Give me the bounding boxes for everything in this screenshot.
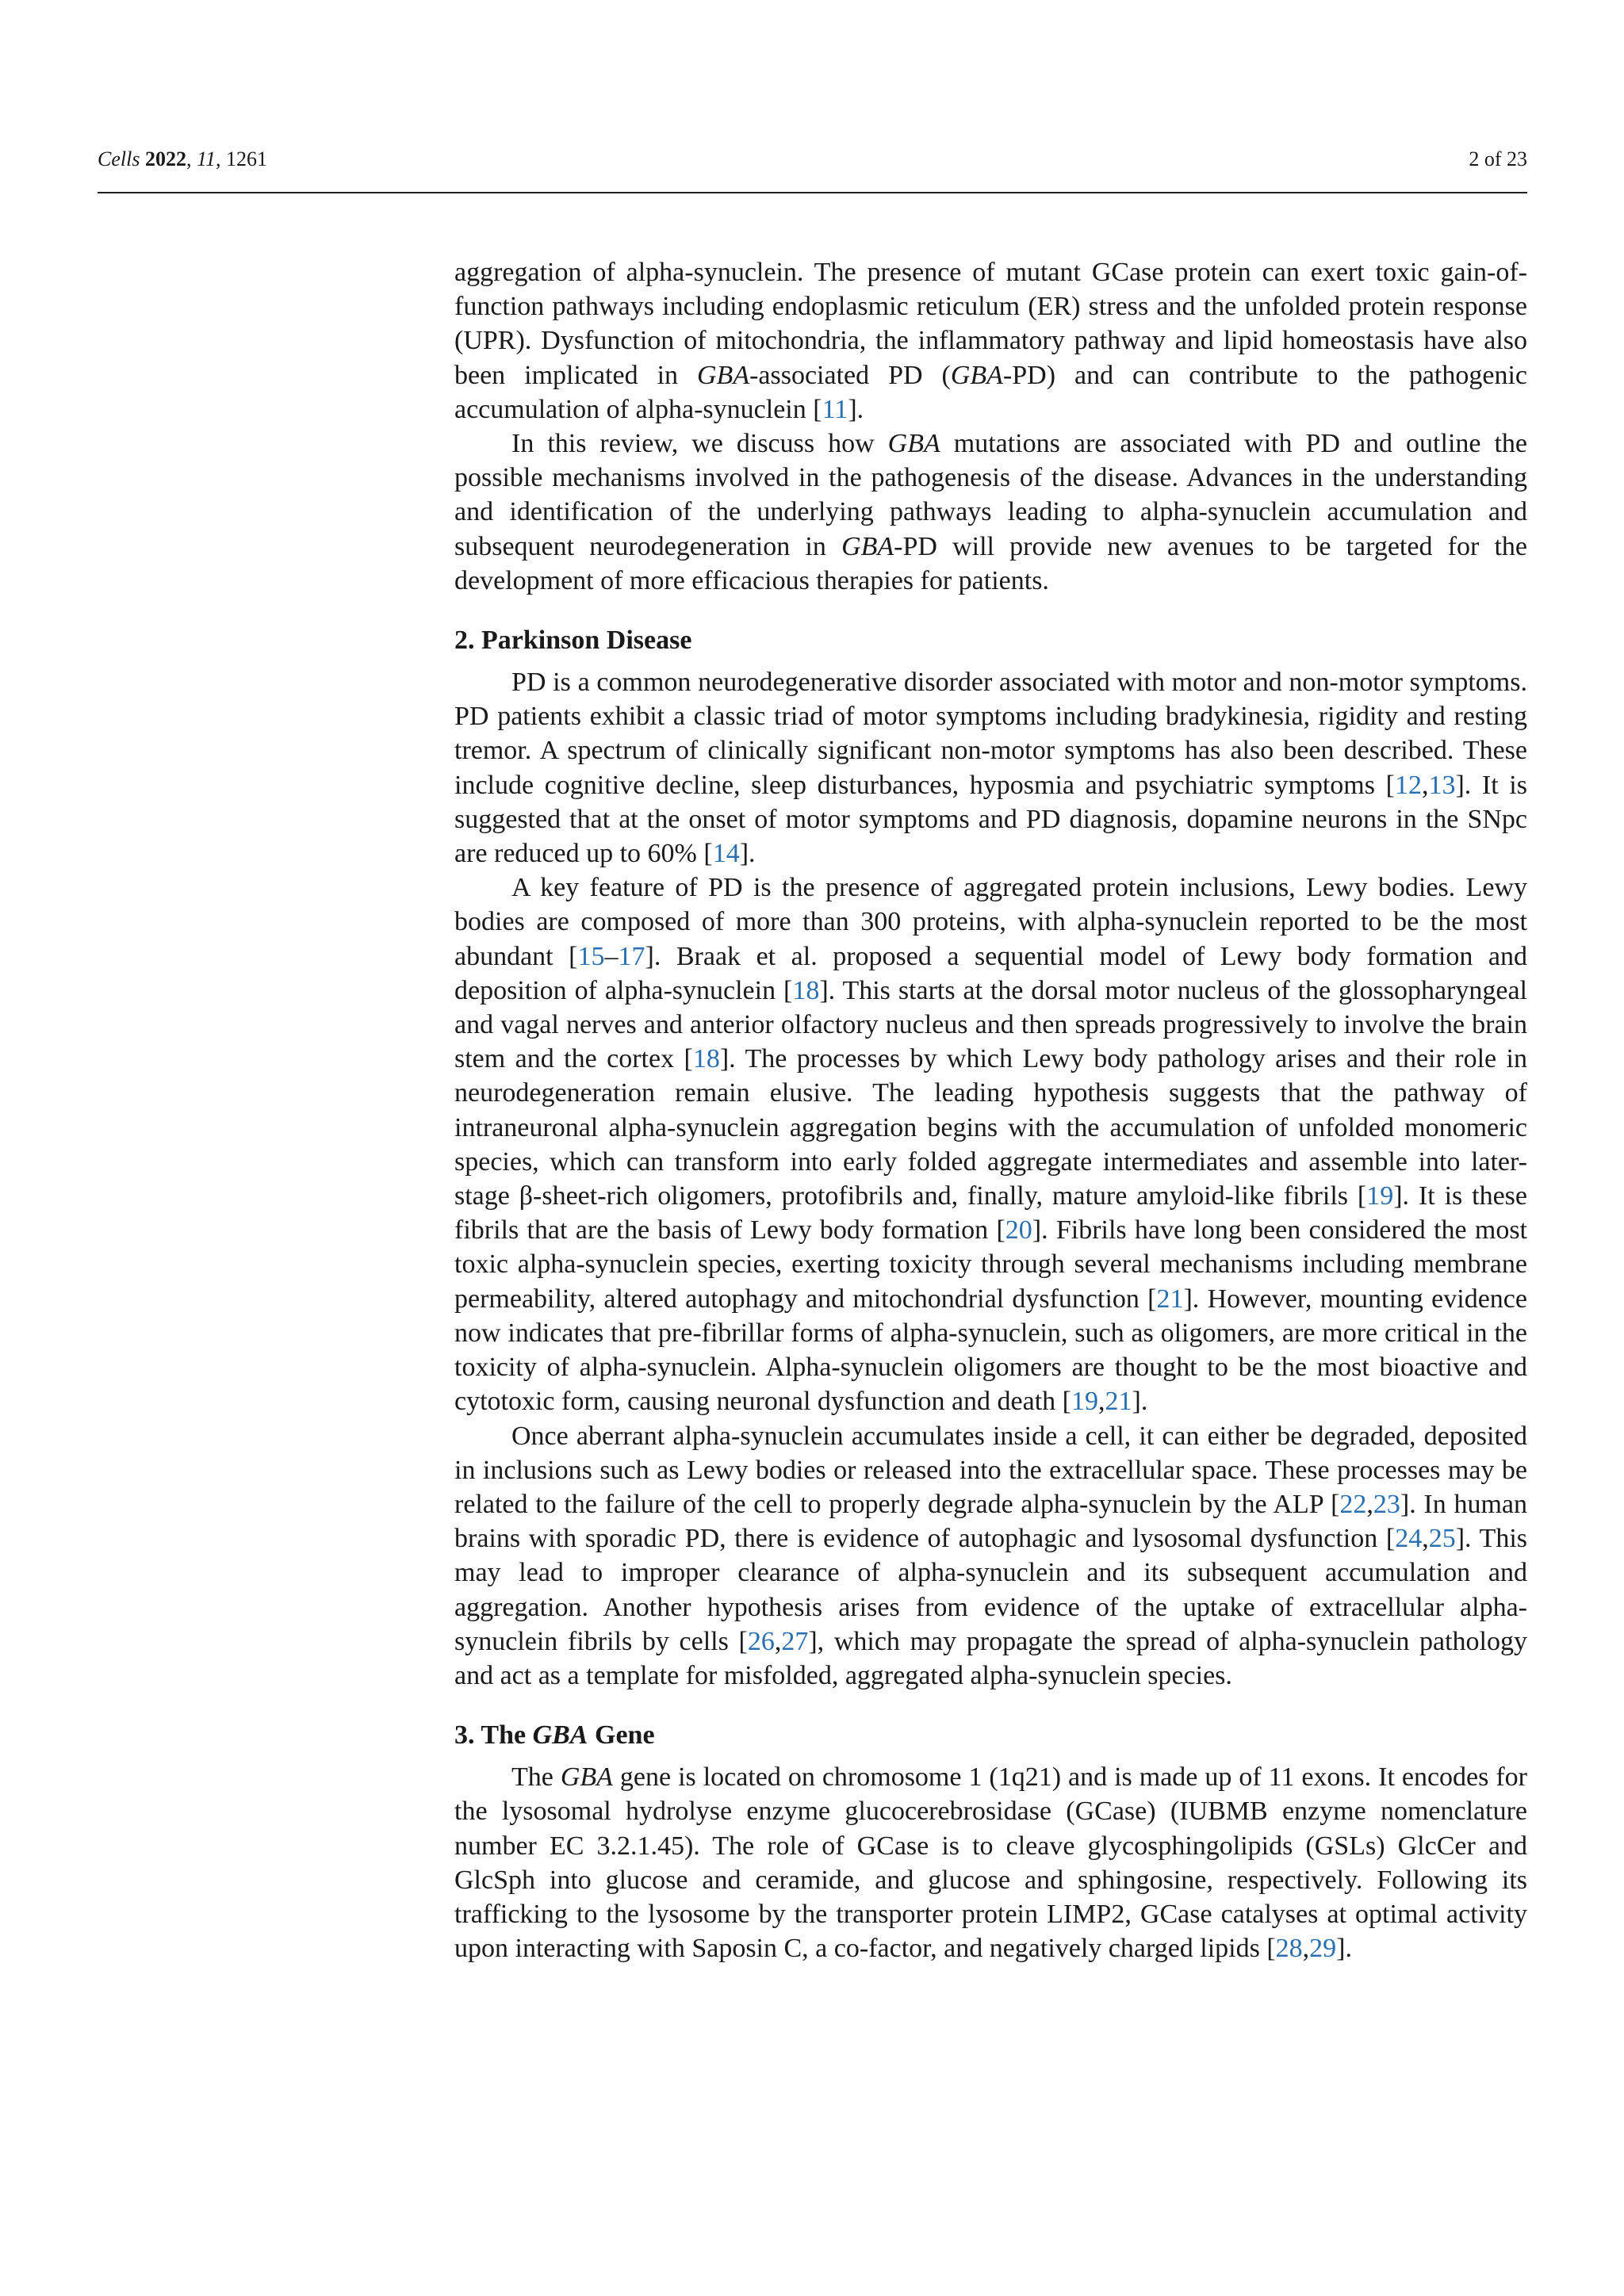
journal-year: 2022	[144, 147, 186, 170]
citation-link[interactable]: 23	[1373, 1489, 1400, 1519]
citation-link[interactable]: 18	[692, 1044, 720, 1074]
journal-volume: 11	[196, 147, 216, 170]
citation-link[interactable]: 15	[577, 941, 605, 971]
section-heading-parkinson: 2. Parkinson Disease	[454, 626, 692, 656]
citation-link[interactable]: 21	[1105, 1387, 1132, 1417]
paragraph-continuation: aggregation of alpha-synuclein. The presence of mutant GCase protein can exert toxic gain-of-function pathways including endoplasmic reticulum (ER) stress and the unfolded protein response (UPR). Dysfunction of mitochondria, the inflammatory pathway and lipid homeostasis have also been implicated in GBA-associated PD (GBA-PD) and can contribute to the pathogenic accumulation of alpha-synuclein [11].	[454, 258, 1528, 424]
citation-link[interactable]: 19	[1071, 1387, 1098, 1417]
citation-link[interactable]: 22	[1339, 1489, 1367, 1519]
citation-link[interactable]: 25	[1428, 1524, 1456, 1554]
citation-link[interactable]: 24	[1395, 1524, 1423, 1554]
citation-link[interactable]: 19	[1366, 1181, 1394, 1211]
section-heading-gba-gene: 3. The GBA Gene	[454, 1720, 655, 1751]
page-number: 2 of 23	[1469, 147, 1527, 170]
citation-link[interactable]: 17	[618, 941, 645, 971]
citation-link[interactable]: 13	[1428, 770, 1456, 800]
citation-link[interactable]: 11	[822, 394, 848, 424]
journal-name: Cells	[98, 147, 140, 170]
citation-link[interactable]: 27	[781, 1626, 809, 1656]
journal-citation: Cells 2022, 11, 1261	[98, 147, 268, 170]
article-number: 1261	[226, 147, 268, 170]
paragraph-lewy-bodies: A key feature of PD is the presence of aggregated protein inclusions, Lewy bodies. Lewy bodies are composed of more than 300 proteins, with alpha-synuclein reported to be the most abundant [15–17]. Braak et al. proposed a sequential model of Lewy body formation and deposition of alpha-synuclein [18]. This starts at the dorsal motor nucleus of the glossopharyngeal and vagal nerves and anterior olfactory nucleus and then spreads progressively to involve the brain stem and the cortex [18]. The processes by which Lewy body pathology arises and their role in neurodegeneration remain elusive. The leading hypothesis suggests that the pathway of intraneuronal alpha-synuclein aggregation begins with the accumulation of unfolded monomeric species, which can transform into early folded aggregate intermediates and assemble into later-stage β-sheet-rich oligomers, protofibrils and, finally, mature amyloid-like fibrils [19]. It is these fibrils that are the basis of Lewy body formation [20]. Fibrils have long been considered the most toxic alpha-synuclein species, exerting toxicity through several mechanisms including membrane permeability, altered autophagy and mitochondrial dysfunction [21]. However, mounting evidence now indicates that pre-fibrillar forms of alpha-synuclein, such as oligomers, are more critical in the toxicity of alpha-synuclein. Alpha-synuclein oligomers are thought to be the most bioactive and cytotoxic form, causing neuronal dysfunction and death [19,21].	[454, 873, 1528, 1417]
article-body	[454, 255, 1527, 1965]
citation-link[interactable]: 29	[1309, 1934, 1337, 1964]
citation-link[interactable]: 26	[747, 1626, 775, 1656]
citation-link[interactable]: 18	[792, 975, 820, 1005]
paragraph-gba-gene: The GBA gene is located on chromosome 1 (1q21) and is made up of 11 exons. It encodes for the lysosomal hydrolyse enzyme glucocerebrosidase (GCase) (IUBMB enzyme nomenclature number EC 3.2.1.45). The role of GCase is to cleave glycosphingolipids (GSLs) GlcCer and GlcSph into glucose and ceramide, and glucose and sphingosine, respectively. Following its trafficking to the lysosome by the transporter protein LIMP2, GCase catalyses at optimal activity upon interacting with Saposin C, a co-factor, and negatively charged lipids [28,29].	[454, 1762, 1528, 1964]
citation-link[interactable]: 14	[712, 839, 740, 869]
running-header	[98, 147, 1527, 193]
citation-link[interactable]: 20	[1005, 1215, 1032, 1246]
paragraph-pd-symptoms: PD is a common neurodegenerative disorder associated with motor and non-motor symptoms. PD patients exhibit a classic triad of motor symptoms including bradykinesia, rigidity and resting tremor. A spectrum of clinically significant non-motor symptoms has also been described. These include cognitive decline, sleep disturbances, hyposmia and psychiatric symptoms [12,13]. It is suggested that at the onset of motor symptoms and PD diagnosis, dopamine neurons in the SNpc are reduced up to 60% [14].	[454, 668, 1527, 869]
citation-link[interactable]: 21	[1156, 1284, 1184, 1314]
paragraph-review-scope: In this review, we discuss how GBA mutations are associated with PD and outline the possible mechanisms involved in the pathogenesis of the disease. Advances in the understanding and identification of the underlying pathways leading to alpha-synuclein accumulation and subsequent neurodegeneration in GBA-PD will provide new avenues to be targeted for the development of more efficacious therapies for patients.	[454, 429, 1528, 595]
paragraph-accumulation: Once aberrant alpha-synuclein accumulates inside a cell, it can either be degraded, deposited in inclusions such as Lewy bodies or released into the extracellular space. These processes may be related to the failure of the cell to properly degrade alpha-synuclein by the ALP [22,23]. In human brains with sporadic PD, there is evidence of autophagic and lysosomal dysfunction [24,25]. This may lead to improper clearance of alpha-synuclein and its subsequent accumulation and aggregation. Another hypothesis arises from evidence of the uptake of extracellular alpha-synuclein fibrils by cells [26,27], which may propagate the spread of alpha-synuclein pathology and act as a template for misfolded, aggregated alpha-synuclein species.	[454, 1421, 1528, 1690]
citation-link[interactable]: 28	[1275, 1934, 1303, 1964]
citation-link[interactable]: 12	[1394, 770, 1422, 800]
